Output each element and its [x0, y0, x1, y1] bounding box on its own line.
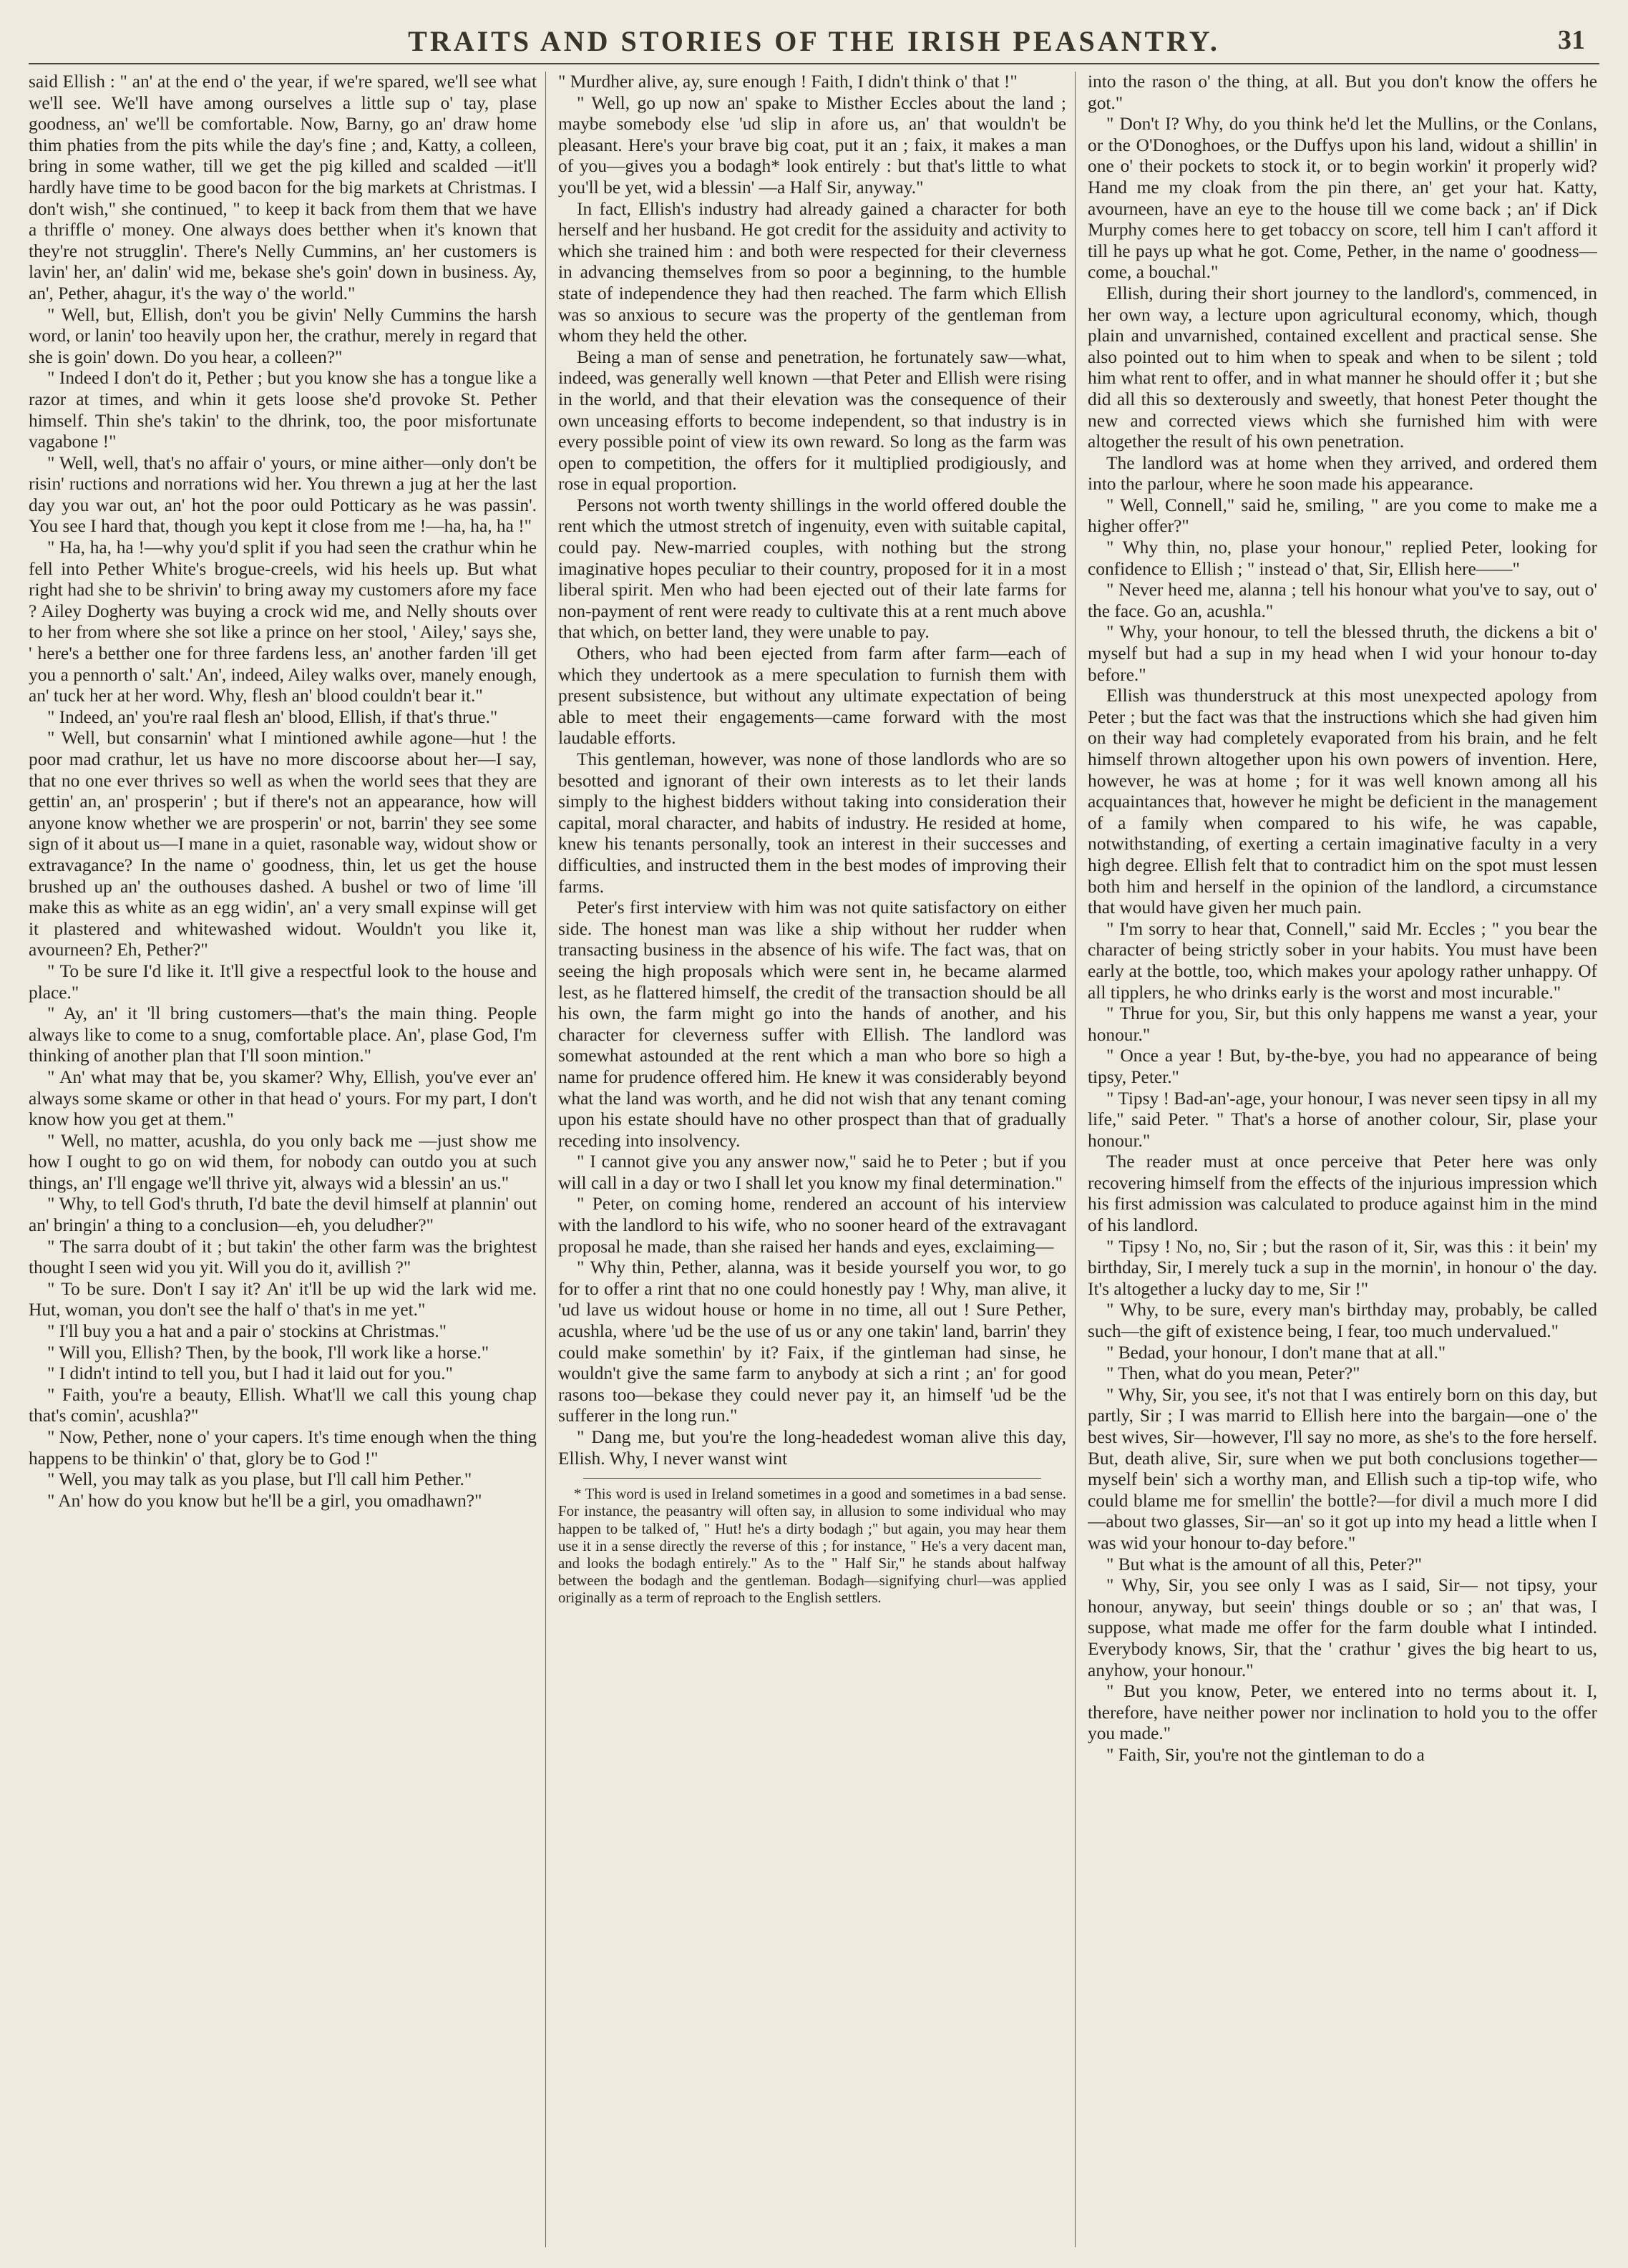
paragraph: " Why, your honour, to tell the blessed thruth, the dickens a bit o' myself but had a sup in my head when I wid your honour to-day before." [1088, 622, 1597, 685]
paragraph: This gentleman, however, was none of those landlords who are so besotted and ignorant of their own interests as to let their lands simply to the highest bidders without taking into consideration their capital, moral character, and habits of industry. He resided at home, knew his tenants personally, took an interest in their successes and difficulties, and instructed them in the best modes of improving their farms. [558, 749, 1066, 897]
column-divider [1075, 72, 1076, 2247]
paragraph: " Don't I? Why, do you think he'd let the Mullins, or the Conlans, or the O'Donoghoes, or the Duffys upon his land, widout a shillin' in one o' their pockets to stock it, or to begin workin' it properly wid? Hand me my cloak from the pin there, an' get your hat. Katty, avourneen, have an eye to the house till we come back ; an' if Dick Murphy comes here to get tobaccy on score, tell him I can't afford it till he pays up what he got. Come, Pether, in the name o' goodness—come, a bouchal." [1088, 114, 1597, 283]
paragraph: " Peter, on coming home, rendered an account of his interview with the landlord to his wife, who no sooner heard of the extravagant proposal he made, than she raised her hands and eyes, exclaiming— [558, 1194, 1066, 1257]
paragraph: " Indeed I don't do it, Pether ; but you know she has a tongue like a razor at times, and whin it gets loose she'd provoke St. Pether himself. Thin she's takin' to the dhrink, too, the poor misfortunate vagabone !" [29, 368, 537, 452]
paragraph: " Tipsy ! No, no, Sir ; but the rason of it, Sir, was this : it bein' my birthday, Sir, I merely tuck a sup in the mornin', in honour o' the day. It's altogether a lucky day to me, Sir !" [1088, 1236, 1597, 1299]
paragraph: " Well, no matter, acushla, do you only back me —just show me how I ought to go on wid them, for nobody can outdo you at such things, an' I'll engage we'll thrive yit, always wid a blessin' an us." [29, 1130, 537, 1193]
footnote-rule [583, 1478, 1041, 1479]
paragraph: Ellish, during their short journey to the landlord's, commenced, in her own way, a lecture upon agricultural economy, which, though plain and unvarnished, contained excellent and practical sense. She also pointed out to him when to speak and when to be silent ; told him what rent to offer, and in what manner he should offer it ; but she did all this so dexterously and sweetly, that honest Peter thought the new and corrected views which she furnished him with were altogether the result of his own penetration. [1088, 283, 1597, 452]
paragraph: " Tipsy ! Bad-an'-age, your honour, I was never seen tipsy in all my life," said Peter. " That's a horse of another colour, Sir, plase your honour." [1088, 1088, 1597, 1151]
paragraph: " I'll buy you a hat and a pair o' stockins at Christmas." [47, 1321, 447, 1342]
paragraph: The landlord was at home when they arrived, and ordered them into the parlour, where he soon made his appearance. [1088, 452, 1597, 495]
paragraph: " Thrue for you, Sir, but this only happens me wanst a year, your honour." [1088, 1003, 1597, 1045]
paragraph: " Then, what do you mean, Peter?" [1106, 1363, 1360, 1384]
paragraph: " Well, go up now an' spake to Misther Eccles about the land ; maybe somebody else 'ud slip in afore us, an' that wouldn't be pleasant. Here's your brave big coat, put it an ; faix, it makes a man of you—gives you a bodagh* look entirely : but that's little to what you'll be yet, wid a blessin' —a Half Sir, anyway." [558, 92, 1066, 198]
paragraph: " Will you, Ellish? Then, by the book, I'll work like a horse." [47, 1342, 489, 1363]
paragraph: said Ellish : " an' at the end o' the year, if we're spared, we'll see what we'll see. We'll have among ourselves a little sup o' tay, plase goodness, an' we'll be comfortable. Now, Barny, go an' draw home thim phaties from the pits while the day's fine ; and, Katty, a colleen, bring in some wather, till we get the pig killed and scalded —it'll hardly have time to be good bacon for the big markets at Christmas. I don't wish," she continued, " to keep it back from them that we have a thriffle o' money. One always does betther when it's known that they're not strugglin'. There's Nelly Cummins, an' her customers is lavin' her, an' dalin' wid me, bekase she's goin' down in business. Ay, an', Pether, ahagur, it's the way o' the world." [29, 72, 537, 303]
paragraph: " To be sure I'd like it. It'll give a respectful look to the house and place." [29, 960, 537, 1003]
paragraph: " Well, but, Ellish, don't you be givin' Nelly Cummins the harsh word, or lanin' too heavily upon her, the crathur, merely in regard that she is goin' down. Do you hear, a colleen?" [29, 304, 537, 367]
paragraph: In fact, Ellish's industry had already gained a character for both herself and her husband. He got credit for the assiduity and activity to which she trained him : and both were respected for their cleverness in advancing themselves from so poor a beginning, to the humble state of independence they had then reached. The farm which Ellish was so anxious to secure was the property of the gentleman from whom they held the other. [558, 198, 1066, 346]
paragraph: " Ha, ha, ha !—why you'd split if you had seen the crathur whin he fell into Pether White's brogue-creels, wid his heels up. But what right had she to be shrivin' to bring away my customers afore my face ? Ailey Dogherty was buying a crock wid me, and Nelly shouts over to her from where she sot like a prince on her stool, ' Ailey,' says she, ' here's a betther one for three fardens less, an' another farden 'ill get you a pennorth o' salt.' An', indeed, Ailey walks over, manely enough, an' tuck her at her word. Why, flesh an' blood couldn't bear it." [29, 537, 537, 706]
paragraph: Persons not worth twenty shillings in the world offered double the rent which the utmost stretch of ingenuity, even with suitable capital, could pay. New-married couples, with nothing but the strong imaginative hopes peculiar to their country, proposed for it in a most liberal spirit. Men who had been ejected out of their late farms for non-payment of rent were ready to cultivate this at a rent much above that which, on better land, they were unable to pay. [558, 495, 1066, 643]
footnote [558, 1486, 1066, 1607]
paragraph: " Faith, Sir, you're not the gintleman to do a [1106, 1744, 1425, 1765]
paragraph: into the rason o' the thing, at all. But you don't know the offers he got." [1088, 72, 1597, 113]
footnote-text: * This word is used in Ireland sometimes in a good and sometimes in a bad sense. For instance, the peasantry will often say, in allusion to some individual who may happen to be talked of, " Hut! he's a dirty bodagh ;" but again, you may hear them use it in a sense directly the reverse of this ; for instance, " He's a very dacent man, and looks the bodagh entirely." As to the " Half Sir," he stands about halfway between the bodagh and the gentleman. Bodagh—signifying churl—was applied originally as a term of reproach to the English settlers. [558, 1486, 1066, 1607]
paragraph: Others, who had been ejected from farm after farm—each of which they undertook as a mere speculation to furnish them with present subsistence, but without any ultimate expectation of being able to meet their engagements—came forward with the most laudable efforts. [558, 643, 1066, 749]
paragraph: " Murdher alive, ay, sure enough ! Faith, I didn't think o' that !" [558, 72, 1018, 92]
paragraph: " Bedad, your honour, I don't mane that at all." [1106, 1342, 1446, 1363]
paragraph: " I didn't intind to tell you, but I had it laid out for you." [47, 1363, 453, 1384]
paragraph: " Now, Pether, none o' your capers. It's time enough when the thing happens to be thinkin' o' that, glory be to God !" [29, 1427, 537, 1469]
paragraph: " Well, you may talk as you plase, but I'll call him Pether." [47, 1469, 472, 1490]
running-header [29, 20, 1599, 64]
page-number: 31 [1558, 25, 1585, 55]
paragraph: " Well, Connell," said he, smiling, " are you come to make me a higher offer?" [1088, 495, 1597, 537]
paragraph: " Well, but consarnin' what I mintioned awhile agone—hut ! the poor mad crathur, let us have no more discoorse about her—I say, that no one ever thrives so well as when the world sees that they are gettin' an, an' prosperin' ; but if there's not an appearance, how will anyone know whether we are prosperin' or not, barrin' they see some sign of it about us—I mane in a quiet, rasonable way, widout show or extravagance? In the name o' goodness, thin, let us get the house brushed up an' the outhouses dashed. A bushel or two of lime 'ill make this as white as an egg widin', an' a very small expinse will get it plastered and whitewashed widout. Wouldn't you like it, avourneen? Eh, Pether?" [29, 728, 537, 960]
paragraph: " Why, to be sure, every man's birthday may, probably, be called such—the gift of existence being, I fear, too much undervalued." [1088, 1300, 1597, 1342]
paragraph: Peter's first interview with him was not quite satisfactory on either side. The honest man was like a ship without her rudder when transacting business in the absence of his wife. The fact was, that on seeing the high proposals which were sent in, he became alarmed lest, as he flattered himself, the credit of the transaction should be all his own, the farm might go into the hands of another, and his character for cleverness suffer with Ellish. The landlord was somewhat astounded at the rent which a man who bore so high a name for prudence offered him. He knew it was considerably beyond what the land was worth, and he did not wish that any tenant coming upon his estate should have no other prospect than that of gradually receding into insolvency. [558, 897, 1066, 1151]
paragraph: " An' how do you know but he'll be a girl, you omadhawn?" [47, 1490, 482, 1511]
paragraph: " Why, to tell God's thruth, I'd bate the devil himself at plannin' out an' bringin' a thing to a conclusion—eh, you deludher?" [29, 1194, 537, 1236]
paragraph: " To be sure. Don't I say it? An' it'll be up wid the lark wid me. Hut, woman, you don't see the half o' that's in me yet." [29, 1278, 537, 1320]
column-1 [29, 72, 537, 2247]
running-title: TRAITS AND STORIES OF THE IRISH PEASANTRY. [408, 25, 1220, 57]
paragraph: " Faith, you're a beauty, Ellish. What'll we call this young chap that's comin', acushla?" [29, 1384, 537, 1426]
paragraph: The reader must at once perceive that Peter here was only recovering himself from the effects of the injurious impression which his first admission was calculated to produce against him in the mind of his landlord. [1088, 1152, 1597, 1236]
paragraph: " Well, well, that's no affair o' yours, or mine aither—only don't be risin' ructions and norrations wid her. You threwn a jug at her the last day you war out, an' hot the poor ould Potticary as he was passin'. You see I hard that, though you kept it close from me !—ha, ha, ha !" [29, 452, 537, 537]
paragraph: " Never heed me, alanna ; tell his honour what you've to say, out o' the face. Go an, acushla." [1088, 580, 1597, 621]
paragraph: " Why, Sir, you see, it's not that I was entirely born on this day, but partly, Sir ; I was marrid to Ellish here into the bargain—one o' the best wives, Sir—however, I'll say no more, as she's to the fore herself. But, death alive, Sir, sure when we put both conclusions together—myself bein' sich a worthy man, and Ellish such a tip-top wife, who could blame me for smellin' the bottle?—for divil a much more I did—about two glasses, Sir—an' so it got up into my head a little when I was wid your honour to-day before." [1088, 1384, 1597, 1553]
paragraph: " An' what may that be, you skamer? Why, Ellish, you've ever an' always some skame or other in that head o' yours. For my part, I don't know how you get at them." [29, 1066, 537, 1130]
paragraph: " I cannot give you any answer now," said he to Peter ; but if you will call in a day or two I shall let you know my final determination." [558, 1152, 1066, 1193]
column-3 [1088, 72, 1597, 2247]
paragraph: " Once a year ! But, by-the-bye, you had no appearance of being tipsy, Peter." [1088, 1046, 1597, 1087]
paragraph: " I'm sorry to hear that, Connell," said Mr. Eccles ; " you bear the character of being strictly sober in your habits. You must have been early at the bottle, too, which makes your apology rather unhappy. Of all tipplers, he who drinks early is the worst and most incurable." [1088, 918, 1597, 1003]
paragraph: " But what is the amount of all this, Peter?" [1106, 1554, 1423, 1575]
paragraph: " But you know, Peter, we entered into no terms about it. I, therefore, have neither power nor inclination to hold you to the offer you made." [1088, 1681, 1597, 1744]
column-2 [558, 72, 1066, 2247]
paragraph: " Why thin, Pether, alanna, was it beside yourself you wor, to go for to offer a rint that no one could honestly pay ! Why, man alive, it 'ud lave us widout house or home in no time, all out ! Sure Pether, acushla, where 'ud be the use of us or any one takin' land, barrin' they could make somethin' by it? Faix, if the gintleman had sinse, he wouldn't give the same farm to anybody at sich a rint ; an' for good rasons too—bekase they could never pay it, an himself 'ud be the sufferer in the long run." [558, 1257, 1066, 1426]
column-divider [545, 72, 546, 2247]
paragraph: Being a man of sense and penetration, he fortunately saw—what, indeed, was generally well known —that Peter and Ellish were rising in the world, and that their elevation was the consequence of their own unceasing efforts to become independent, so that industry is in every possible point of view its own reward. So long as the farm was open to competition, the offers for it multiplied prodigiously, and rose in equal proportion. [558, 346, 1066, 495]
paragraph: " Ay, an' it 'll bring customers—that's the main thing. People always like to come to a snug, comfortable place. An', plase God, I'm thinking of another plan that I'll soon mintion." [29, 1003, 537, 1066]
paragraph: " Why, Sir, you see only I was as I said, Sir— not tipsy, your honour, anyway, but seein' things double or so ; an' that was, I suppose, what made me offer for the farm double what I intinded. Everybody knows, Sir, that the ' crathur ' gives the big heart to us, anyhow, your honour." [1088, 1575, 1597, 1680]
paragraph: " The sarra doubt of it ; but takin' the other farm was the brightest thought I seen wid you yit. Will you do it, avillish ?" [29, 1236, 537, 1278]
paragraph: " Why thin, no, plase your honour," replied Peter, looking for confidence to Ellish ; " instead o' that, Sir, Ellish here——" [1088, 537, 1597, 579]
paragraph: " Dang me, but you're the long-headedest woman alive this day, Ellish. Why, I never wanst wint [558, 1427, 1066, 1469]
paragraph: " Indeed, an' you're raal flesh an' blood, Ellish, if that's thrue." [47, 706, 498, 727]
paragraph: Ellish was thunderstruck at this most unexpected apology from Peter ; but the fact was that the instructions which she had given him on their way had completely evaporated from his brain, and he felt himself thrown altogether upon his own powers of invention. Here, however, he was at home ; for it was well known among all his acquaintances that, however he might be deficient in the management of a family when compared to his wife, he was capable, notwithstanding, of exerting a certain imaginative faculty in a very high degree. Ellish felt that to contradict him on the spot must lessen both him and herself in the opinion of the landlord, a circumstance that would have given her much pain. [1088, 686, 1597, 918]
